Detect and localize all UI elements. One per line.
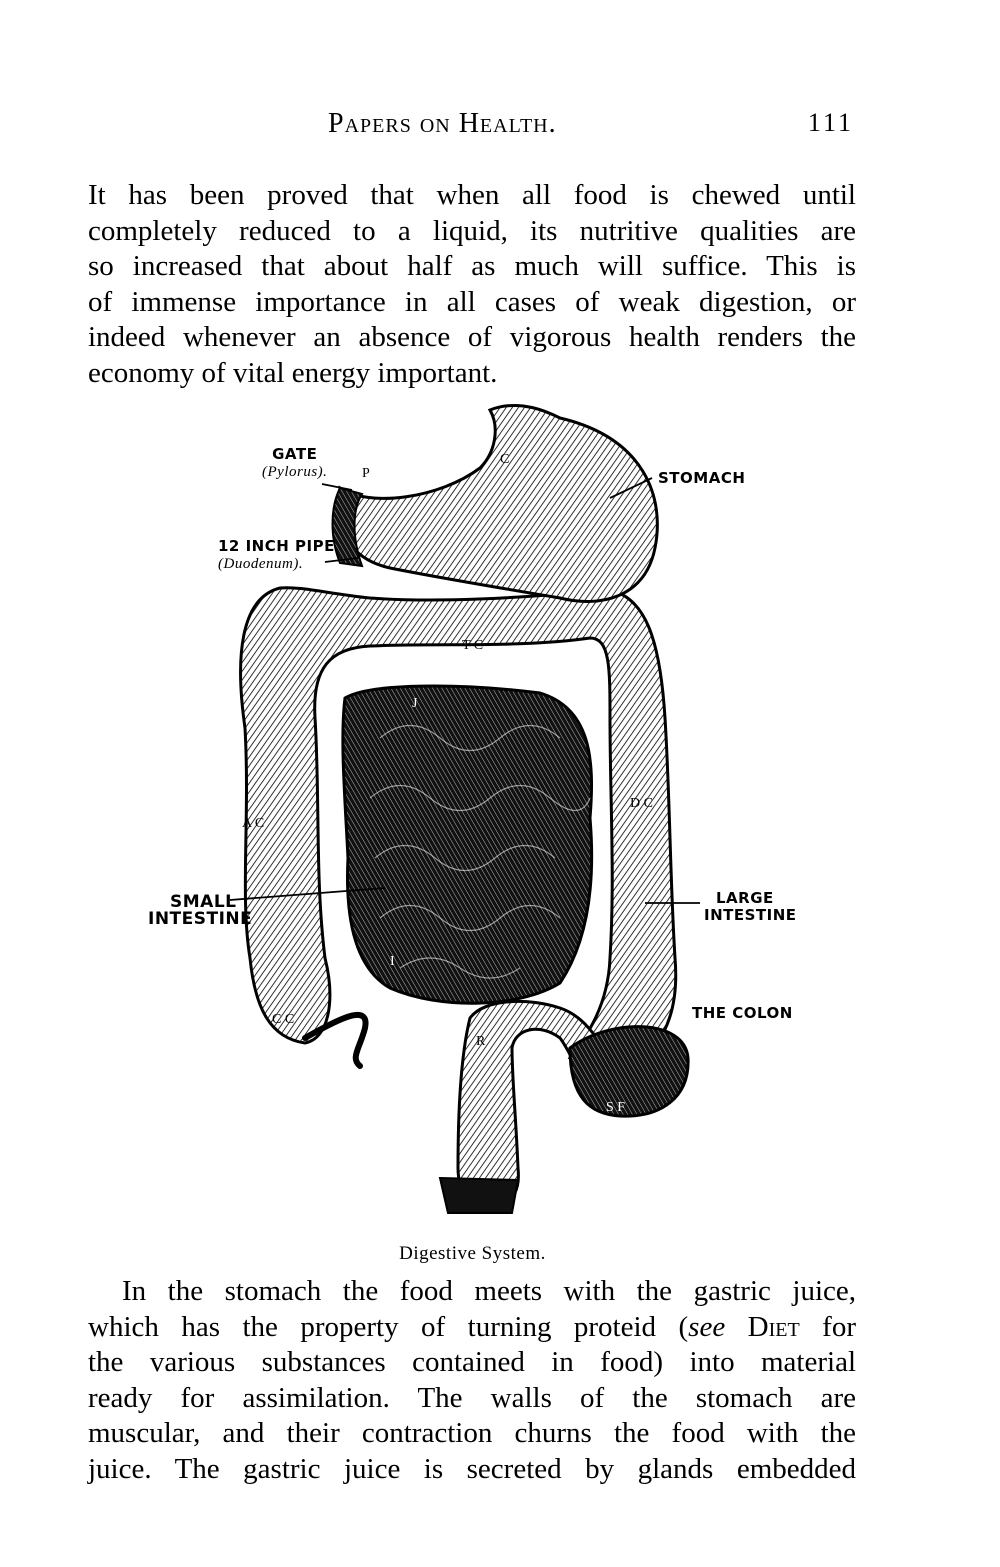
letter-cc: C C xyxy=(272,1012,295,1027)
label-colon: THE COLON xyxy=(692,1004,793,1022)
sigmoid-flexure-shape xyxy=(570,1027,688,1117)
label-large-1: LARGE xyxy=(716,889,774,907)
letter-i: I xyxy=(390,954,395,969)
figure-caption: Digestive System. xyxy=(399,1243,546,1264)
label-small-2: INTESTINE xyxy=(148,909,253,929)
paragraph-line: so increased that about half as much will suffice. This is xyxy=(88,250,856,282)
letter-sf: S F xyxy=(606,1100,626,1115)
see-reference: see xyxy=(688,1310,726,1343)
label-small-1: SMALL xyxy=(170,892,237,912)
paragraph-line: of immense importance in all cases of weak digestion, or xyxy=(88,285,856,318)
letter-c: C xyxy=(500,452,510,467)
paragraph-line xyxy=(88,1310,856,1346)
paragraph-line: indeed whenever an absence of vigorous health renders the xyxy=(88,321,856,353)
letter-dc: D C xyxy=(630,796,653,811)
paragraph-line: In the stomach the food meets with the gastric juice, xyxy=(122,1275,856,1307)
letter-tc: T C xyxy=(462,638,484,653)
label-pipe-sub: (Duodenum). xyxy=(218,556,304,572)
letter-ac: A C xyxy=(242,816,265,831)
paragraph-line: ready for assimilation. The walls of the stomach are xyxy=(88,1381,856,1414)
label-gate xyxy=(262,446,327,481)
label-gate-text: GATE xyxy=(272,445,318,463)
paragraph-gastric-juice xyxy=(88,1274,856,1487)
label-large-2: INTESTINE xyxy=(704,906,797,924)
label-small-intestine xyxy=(148,894,252,928)
paragraph-line: the various substances contained in food) into material xyxy=(88,1346,856,1378)
paragraph-line: muscular, and their contraction churns the food with the xyxy=(88,1417,856,1449)
label-stomach: STOMACH xyxy=(658,469,746,487)
paragraph-line: completely reduced to a liquid, its nutritive qualities are xyxy=(88,214,856,247)
paragraph-line: juice. The gastric juice is secreted by glands embedded xyxy=(88,1452,856,1485)
running-title: Papers on Health. xyxy=(328,108,557,139)
label-large-intestine xyxy=(704,890,797,924)
running-head xyxy=(88,108,854,142)
line-segment: for xyxy=(799,1310,856,1343)
label-gate-sub: (Pylorus). xyxy=(262,464,328,480)
letter-r: R xyxy=(476,1034,486,1049)
digestive-system-figure xyxy=(140,398,820,1238)
page-number: 111 xyxy=(807,108,854,137)
diet-reference: Diet xyxy=(747,1310,800,1343)
letter-p: P xyxy=(362,466,370,481)
label-duodenum xyxy=(218,538,335,573)
paragraph-chewing xyxy=(88,178,856,391)
stomach-shape xyxy=(339,405,657,601)
letter-j: J xyxy=(412,696,418,711)
paragraph-line: It has been proved that when all food is chewed until xyxy=(88,179,856,211)
line-segment: which has the property of turning proteid ( xyxy=(88,1310,689,1343)
label-pipe-text: 12 INCH PIPE xyxy=(218,537,335,555)
paragraph-line: economy of vital energy important. xyxy=(88,356,498,389)
